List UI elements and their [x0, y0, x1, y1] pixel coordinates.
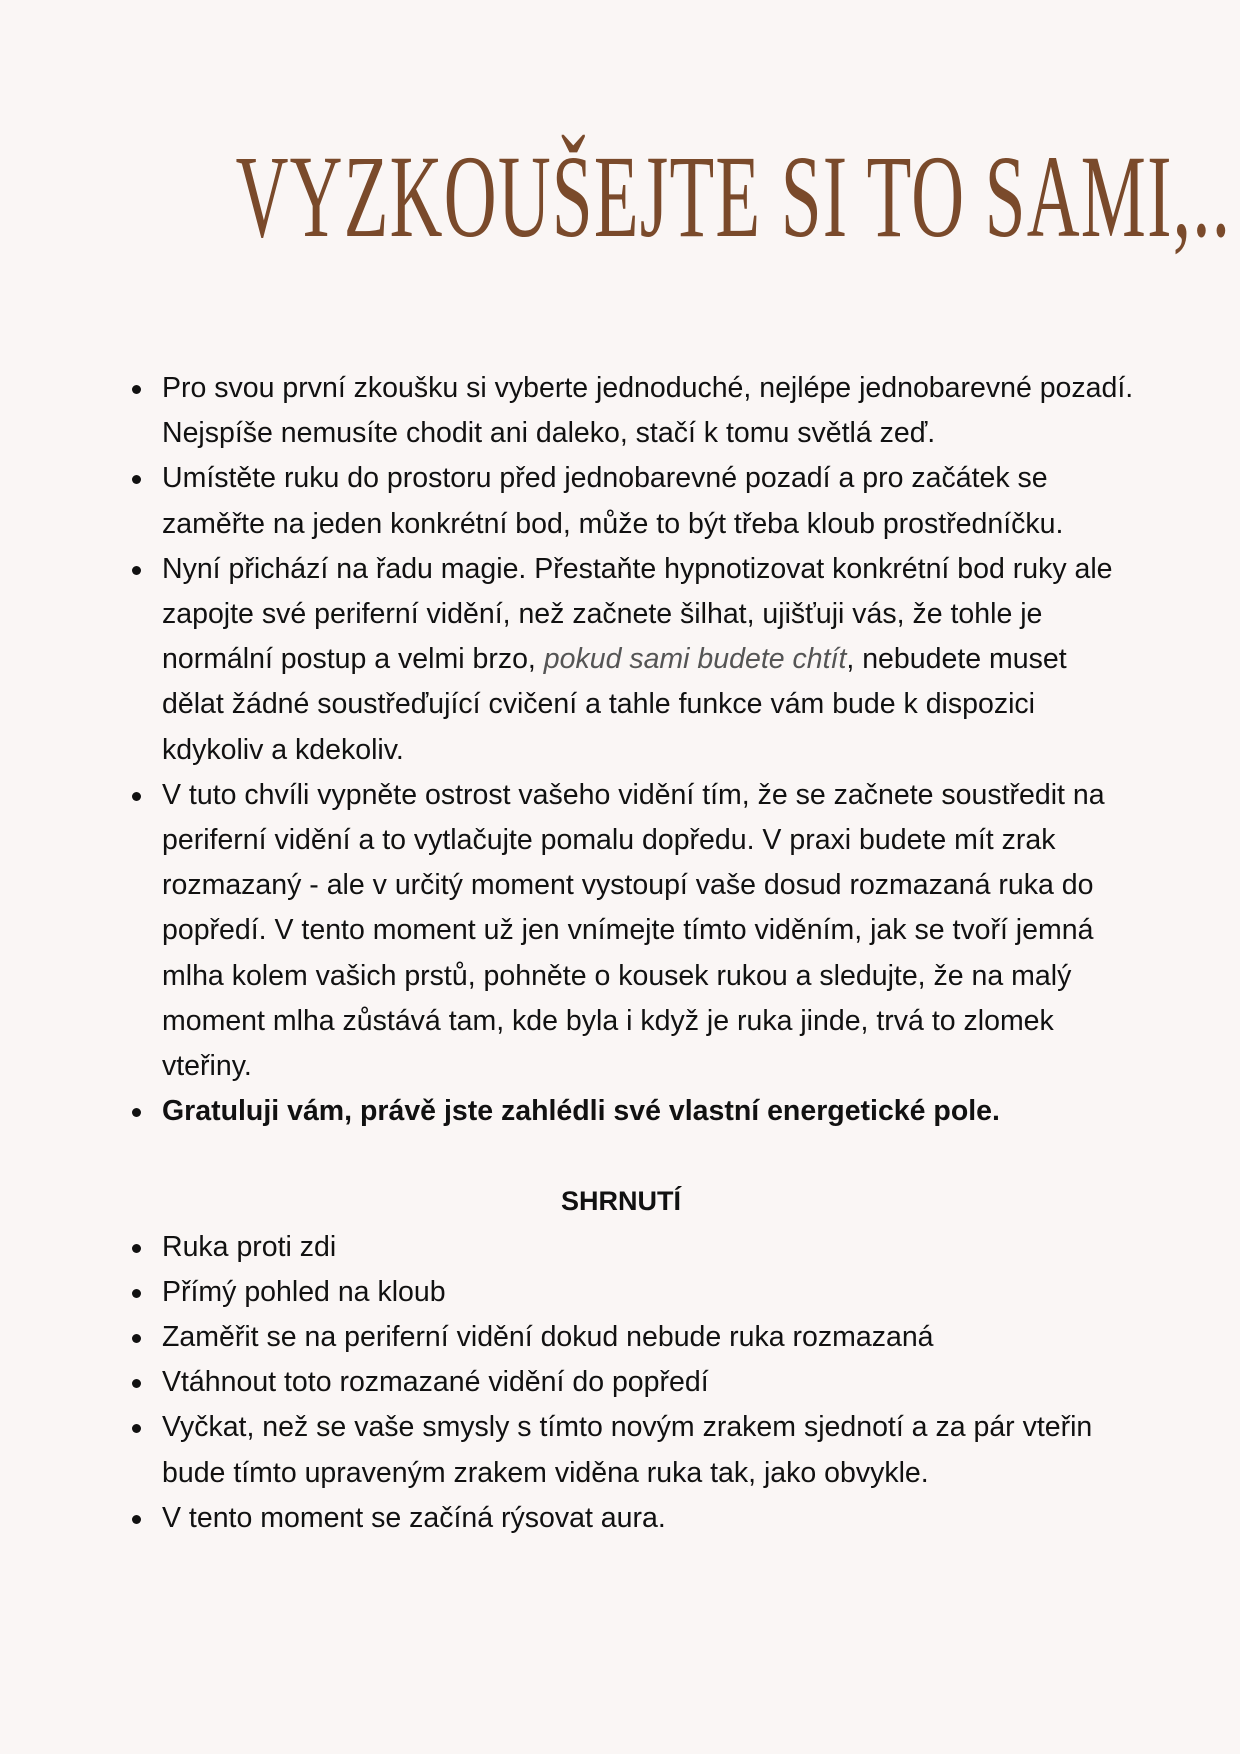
- document-body: [126, 366, 1136, 1541]
- summary-item: Ruka proti zdi: [126, 1225, 1136, 1270]
- summary-item: Zaměřit se na periferní vidění dokud nebude ruka rozmazaná: [126, 1315, 1136, 1360]
- step-item: [126, 547, 1136, 773]
- step-item: Umístěte ruku do prostoru před jednobarevné pozadí a pro začátek se zaměřte na jeden konkrétní bod, může to být třeba kloub prostředníčku.: [126, 456, 1136, 546]
- summary-item: Vyčkat, než se vaše smysly s tímto novým zrakem sjednotí a za pár vteřin bude tímto upraveným zrakem viděna ruka tak, jako obvykle.: [126, 1405, 1136, 1495]
- summary-item: Vtáhnout toto rozmazané vidění do popředí: [126, 1360, 1136, 1405]
- summary-item: Přímý pohled na kloub: [126, 1270, 1136, 1315]
- summary-list: [126, 1225, 1136, 1541]
- page-title: VYZKOUŠEJTE SI TO SAMI,..: [235, 131, 1232, 262]
- steps-list: [126, 366, 1136, 1134]
- summary-item: V tento moment se začíná rýsovat aura.: [126, 1496, 1136, 1541]
- step-text: , nebudete muset dělat žádné soustřeďující cvičení a tahle funkce vám bude k dispozici kdykoliv a kdekoliv.: [162, 643, 1067, 766]
- congratulation-item: Gratuluji vám, právě jste zahlédli své vlastní energetické pole.: [126, 1089, 1136, 1134]
- step-text: Nyní přichází na řadu magie. Přestaňte hypnotizovat konkrétní bod ruky ale zapojte své periferní vidění, než začnete šilhat, ujišťuji vás, že tohle je normální postup a velmi brzo,: [162, 552, 1113, 676]
- step-item: V tuto chvíli vypněte ostrost vašeho vidění tím, že se začnete soustředit na periferní vidění a to vytlačujte pomalu dopředu. V praxi budete mít zrak rozmazaný - ale v určitý moment vystoupí vaše dosud rozmazaná ruka do popředí. V tento moment už jen vnímejte tímto viděním, jak se tvoří jemná mlha kolem vašich prstů, pohněte o kousek rukou a sledujte, že na malý moment mlha zůstává tam, kde byla i když je ruka jinde, trvá to zlomek vteřiny.: [126, 773, 1136, 1089]
- step-italic-text: pokud sami budete chtít: [543, 643, 847, 676]
- step-item: Pro svou první zkoušku si vyberte jednoduché, nejlépe jednobarevné pozadí. Nejspíše nemusíte chodit ani daleko, stačí k tomu světlá zeď.: [126, 366, 1136, 456]
- summary-heading: SHRNUTÍ: [561, 1186, 681, 1217]
